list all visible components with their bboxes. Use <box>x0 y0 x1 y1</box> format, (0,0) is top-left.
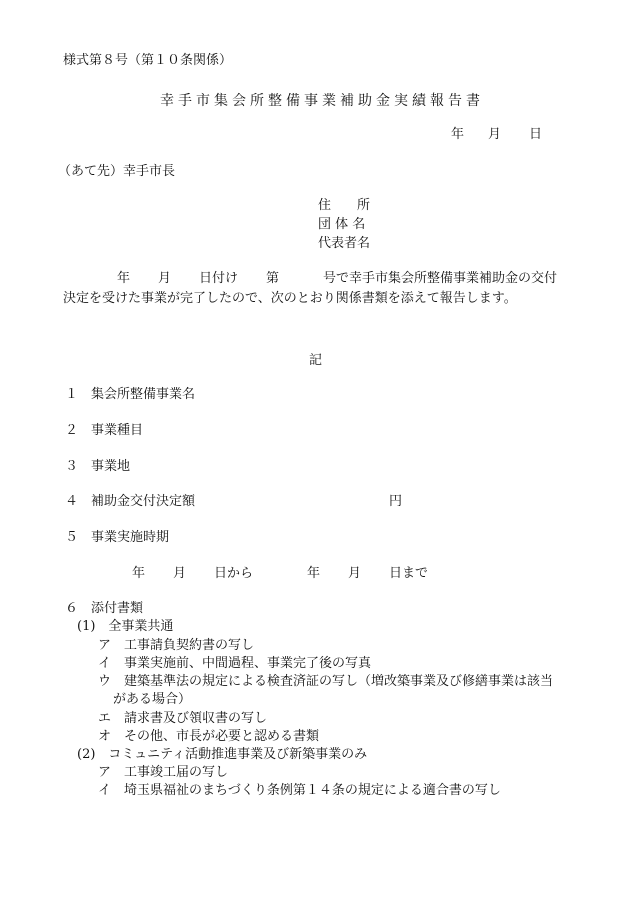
item-label: 集会所整備事業名 <box>91 387 196 402</box>
attachment-item: イ 埼玉県福祉のまちづくり条例第１４条の規定による適合書の写し <box>98 783 501 798</box>
intro-line2: 決定を受けた事業が完了したので、次のとおり関係書類を添えて報告します。 <box>63 291 517 306</box>
period-year-end: 年 <box>307 566 321 581</box>
period-year-start: 年 <box>132 566 146 581</box>
date-month-label: 月 <box>488 127 502 142</box>
period-month-start: 月 <box>173 566 187 581</box>
attachment-item: ア 工事竣工届の写し <box>98 765 229 780</box>
attachment-item: ウ 建築基準法の規定による検査済証の写し（増改築事業及び修繕事業は該当 <box>98 674 554 689</box>
period-month-end: 月 <box>348 566 362 581</box>
item-label: 事業地 <box>91 459 131 474</box>
period-day-end: 日まで <box>389 566 429 581</box>
applicant-rep-label: 代表者名 <box>318 236 371 251</box>
item-number: １ <box>65 387 79 402</box>
item-number: ６ <box>65 601 79 616</box>
addressee: （あて先）幸手市長 <box>58 164 176 179</box>
intro-number-prefix: 第 <box>266 271 280 286</box>
attachment-group-heading: (2) コミュニティ活動推進事業及び新築事業のみ <box>77 747 368 762</box>
applicant-org-label: 団 体 名 <box>318 217 366 232</box>
attachment-item: イ 事業実施前、中間過程、事業完了後の写真 <box>98 656 372 671</box>
intro-line1-rest: 号で幸手市集会所整備事業補助金の交付 <box>323 271 558 286</box>
item-label: 事業実施時期 <box>91 530 170 545</box>
attachment-item: エ 請求書及び領収書の写し <box>98 711 268 726</box>
form-label: 様式第８号（第１０条関係） <box>63 53 233 68</box>
period-day-start: 日から <box>214 566 254 581</box>
item-number: ４ <box>65 494 79 509</box>
date-day-label: 日 <box>529 127 543 142</box>
amount-unit-label: 円 <box>389 494 403 509</box>
attachments-label: 添付書類 <box>91 601 144 616</box>
item-label: 補助金交付決定額 <box>91 494 196 509</box>
item-number: ２ <box>65 423 79 438</box>
intro-year: 年 <box>117 271 131 286</box>
item-label: 事業種目 <box>91 423 144 438</box>
item-number: ５ <box>65 530 79 545</box>
intro-day: 日付け <box>199 271 239 286</box>
date-year-label: 年 <box>451 127 465 142</box>
intro-month: 月 <box>158 271 172 286</box>
applicant-address-label: 住 所 <box>318 198 371 213</box>
attachment-item-continuation: がある場合） <box>113 692 192 707</box>
document-title: 幸手市集会所整備事業補助金実績報告書 <box>160 93 484 109</box>
item-number: ３ <box>65 459 79 474</box>
attachment-item: オ その他、市長が必要と認める書類 <box>98 729 320 744</box>
attachment-item: ア 工事請負契約書の写し <box>98 638 255 653</box>
ki-heading: 記 <box>309 353 323 368</box>
attachment-group-heading: (1) 全事業共通 <box>77 619 174 634</box>
